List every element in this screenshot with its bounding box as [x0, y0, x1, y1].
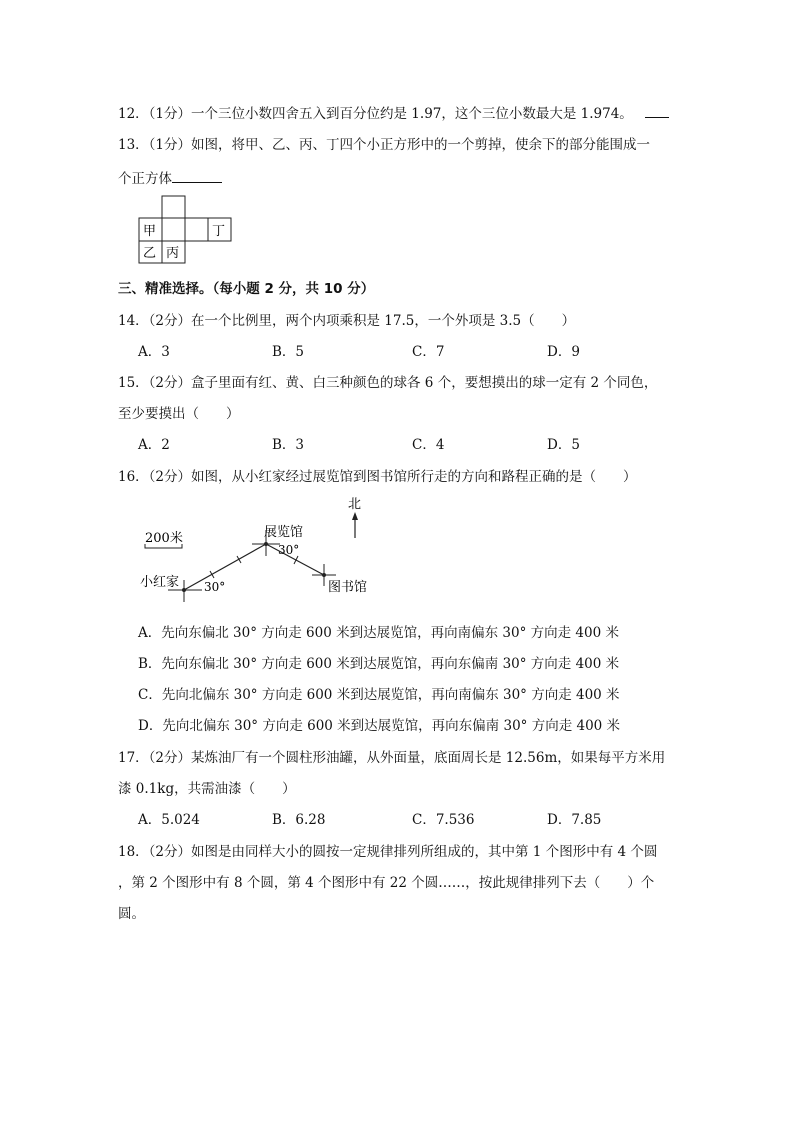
home-label: 小红家 — [140, 575, 180, 590]
q17-option-c[interactable]: C．7.536 — [412, 812, 475, 828]
q15-option-c[interactable]: C．4 — [412, 437, 445, 453]
question-17-line1: 17．（2分）某炼油厂有一个圆柱形油罐，从外面量，底面周长是 12.56m，如果每平方米用 — [118, 750, 666, 766]
scale-label: 200米 — [145, 531, 183, 546]
q15-option-b[interactable]: B．3 — [272, 437, 305, 453]
question-15-line2: 至少要摸出（ ） — [118, 406, 240, 422]
q16-option-b[interactable]: B．先向东偏北 30° 方向走 600 米到达展览馆，再向东偏南 30° 方向走 400 米 — [138, 656, 620, 672]
q14-option-d[interactable]: D．9 — [547, 344, 580, 360]
q15-option-d[interactable]: D．5 — [547, 437, 580, 453]
question-13-line2 — [118, 168, 222, 189]
q17-option-b[interactable]: B．6.28 — [272, 812, 326, 828]
cube-square-jia: 甲 — [143, 224, 157, 239]
angle-label-2: 30° — [278, 543, 300, 557]
question-16-text: 16．（2分）如图，从小红家经过展览馆到图书馆所行走的方向和路程正确的是（ ） — [118, 469, 637, 485]
cube-net-figure — [138, 195, 233, 265]
q16-option-d[interactable]: D．先向北偏东 30° 方向走 600 米到达展览馆，再向东偏南 30° 方向走 400 米 — [138, 718, 621, 734]
question-14-text: 14．（2分）在一个比例里，两个内项乘积是 17.5，一个外项是 3.5（ ） — [118, 313, 576, 329]
question-17-line2: 漆 0.1kg，共需油漆（ ） — [118, 781, 296, 797]
question-12-text: 12．（1分）一个三位小数四舍五入到百分位约是 1.97，这个三位小数最大是 1.974。 — [118, 106, 633, 122]
angle-label-1: 30° — [204, 580, 226, 594]
question-12 — [118, 103, 669, 124]
question-18-line1: 18．（2分）如图是由同样大小的圆按一定规律排列所组成的，其中第 1 个图形中有 4 个圆 — [118, 844, 658, 860]
question-18-line2: ，第 2 个图形中有 8 个圆，第 4 个图形中有 22 个圆……，按此规律排列下去（ ）个 — [118, 875, 655, 891]
question-13-line2-text: 个正方体 — [118, 171, 172, 187]
question-18-line3: 圆。 — [118, 906, 145, 922]
answer-blank-12[interactable] — [645, 103, 669, 118]
q17-option-a[interactable]: A．5.024 — [138, 812, 200, 828]
q14-option-b[interactable]: B．5 — [272, 344, 305, 360]
question-13-line1: 13．（1分）如图，将甲、乙、丙、丁四个小正方形中的一个剪掉，使余下的部分能围成一 — [118, 137, 651, 153]
q16-option-a[interactable]: A．先向东偏北 30° 方向走 600 米到达展览馆，再向南偏东 30° 方向走 400 米 — [138, 625, 619, 641]
q14-option-a[interactable]: A．3 — [138, 344, 170, 360]
cube-square-bing: 丙 — [166, 246, 180, 261]
q15-option-a[interactable]: A．2 — [138, 437, 170, 453]
question-15-line1: 15．（2分）盒子里面有红、黄、白三种颜色的球各 6 个，要想摸出的球一定有 2 个同色， — [118, 375, 658, 391]
cube-square-ding: 丁 — [212, 224, 226, 239]
cube-square-yi: 乙 — [143, 246, 157, 261]
q16-option-c[interactable]: C．先向北偏东 30° 方向走 600 米到达展览馆，再向南偏东 30° 方向走 400 米 — [138, 687, 620, 703]
q14-option-c[interactable]: C．7 — [412, 344, 445, 360]
exhibition-label: 展览馆 — [264, 525, 304, 540]
library-label: 图书馆 — [328, 580, 368, 595]
north-arrow-icon — [352, 512, 358, 520]
route-map-figure — [138, 490, 378, 615]
section-3-title: 三、精准选择。（每小题 2 分，共 10 分） — [118, 281, 375, 297]
answer-blank-13[interactable] — [172, 168, 222, 183]
q17-option-d[interactable]: D．7.85 — [547, 812, 602, 828]
north-label: 北 — [348, 497, 362, 512]
